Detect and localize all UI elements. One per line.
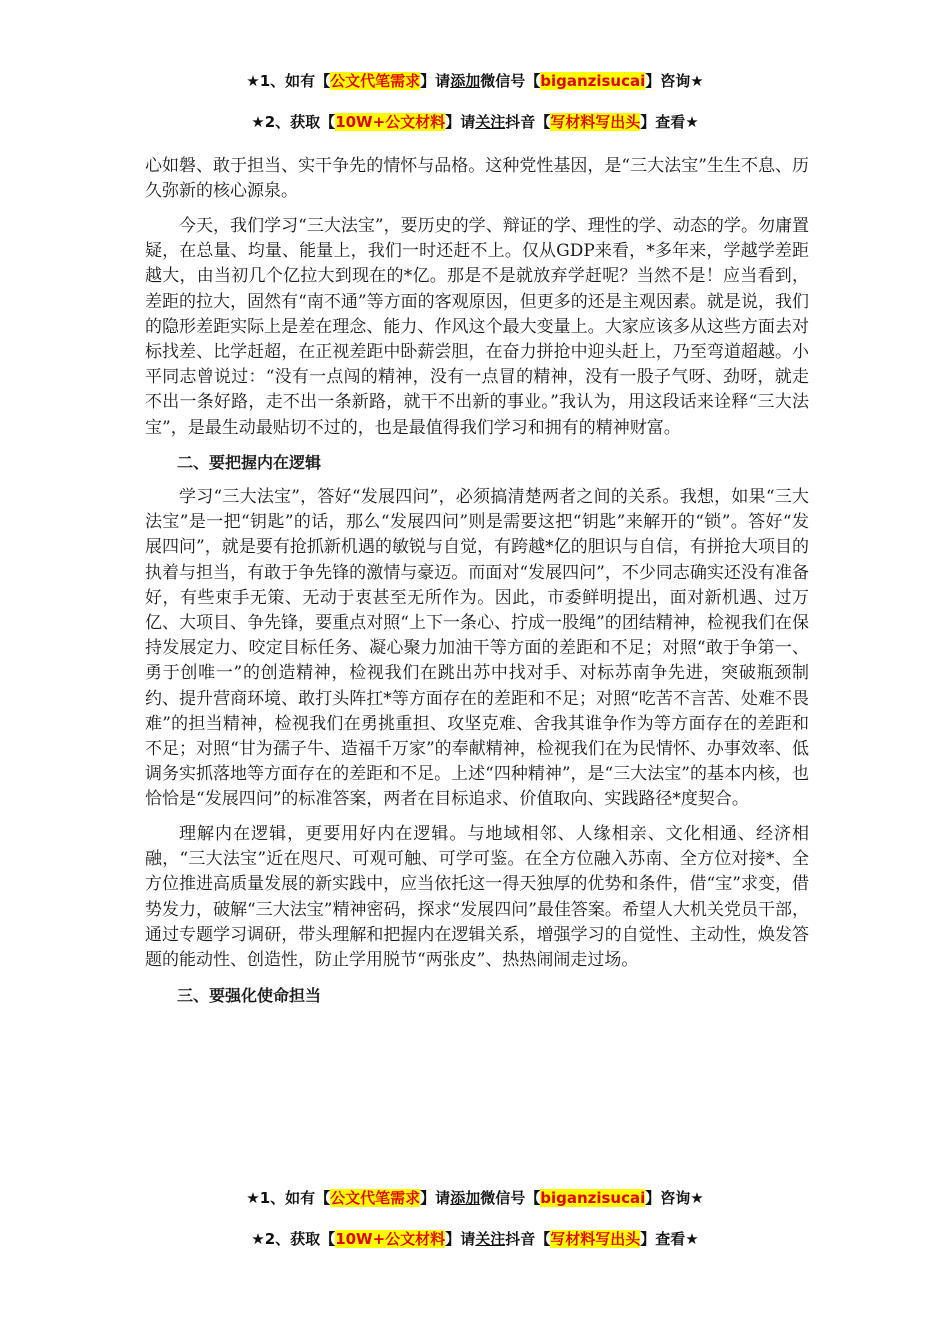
banner-highlight-douyin: 写材料写出头	[550, 113, 641, 131]
promo-banner-bottom-line-2	[145, 1228, 805, 1250]
paragraph-continued: 心如磐、敢于担当、实干争先的情怀与品格。这种党性基因，是“三大法宝”生生不息、历久弥新的核心源泉。	[145, 156, 809, 202]
paragraph-logic-1: 学习“三大法宝”，答好“发展四问”，必须搞清楚两者之间的关系。我想，如果“三大法宝”是一把“钥匙”的话，那么“发展四问”则是需要这把“钥匙”来解开的“锁”。答好“发展四问”，就是要有抢抓新机遇的敏锐与自觉，有跨越*亿的胆识与自信，有拼抢大项目的执着与担当，有敢于争先锋的激情与豪迈。而面对“发展四问”，不少同志确实还没有准备好，有些束手无策、无动于衷甚至无所作为。因此，市委鲜明提出，面对新机遇、过万亿、大项目、争先锋，要重点对照“上下一条心、拧成一股绳”的团结精神，检视我们在保持发展定力、咬定目标任务、凝心聚力加油干等方面的差距和不足；对照“敢于争第一、勇于创唯一”的创造精神，检视我们在跳出苏中找对手、对标苏南争先进，突破瓶颈制约、提升营商环境、敢打头阵扛*等方面存在的差距和不足；对照“吃苦不言苦、处难不畏难”的担当精神，检视我们在勇挑重担、攻坚克难、舍我其谁争作为等方面存在的差距和不足；对照“甘为孺子牛、造福千万家”的奉献精神，检视我们在为民情怀、办事效率、低调务实抓落地等方面存在的差距和不足。上述“四种精神”，是“三大法宝”的基本内核，也恰恰是“发展四问”的标准答案，两者在目标追求、价值取向、实践路径*度契合。	[145, 486, 809, 810]
banner-text: ★1、如有【	[246, 1189, 331, 1207]
banner-text: 】请	[420, 72, 451, 90]
banner-highlight-douyin: 写材料写出头	[550, 1230, 641, 1248]
banner-highlight-wechat-id: biganzisucai	[540, 1189, 646, 1207]
banner-highlight: 10W+公文材料	[335, 1230, 446, 1248]
banner-text: 微信号【	[480, 72, 541, 90]
banner-text: 】请	[420, 1189, 451, 1207]
banner-text: 抖音【	[505, 113, 551, 131]
section-heading-two: 二、要把握内在逻辑	[177, 453, 322, 473]
banner-text: ★2、获取【	[251, 1230, 336, 1248]
banner-text: ★1、如有【	[246, 72, 331, 90]
banner-text: 微信号【	[480, 1189, 541, 1207]
promo-banner-line-2	[145, 111, 805, 133]
banner-text: ★2、获取【	[251, 113, 336, 131]
banner-highlight: 公文代笔需求	[330, 72, 421, 90]
banner-text: 】咨询★	[645, 1189, 704, 1207]
promo-banner-bottom-line-1	[145, 1187, 805, 1209]
banner-text: 】请	[445, 1230, 476, 1248]
banner-text: 】咨询★	[645, 72, 704, 90]
banner-text: 】请	[445, 113, 476, 131]
banner-underlined: 添加	[450, 72, 481, 90]
banner-highlight: 公文代笔需求	[330, 1189, 421, 1207]
banner-text: 】查看★	[640, 1230, 699, 1248]
banner-text: 】查看★	[640, 113, 699, 131]
banner-highlight: 10W+公文材料	[335, 113, 446, 131]
promo-banner-line-1	[145, 70, 805, 92]
banner-highlight-wechat-id: biganzisucai	[540, 72, 646, 90]
banner-text: 抖音【	[505, 1230, 551, 1248]
paragraph-today: 今天，我们学习“三大法宝”，要历史的学、辩证的学、理性的学、动态的学。勿庸置疑，在总量、均量、能量上，我们一时还赶不上。仅从GDP来看，*多年来，学越学差距越大，由当初几个亿拉大到现在的*亿。那是不是就放弃学赶呢？当然不是！应当看到，差距的拉大，固然有“南不通”等方面的客观原因，但更多的还是主观因素。就是说，我们的隐形差距实际上是差在理念、能力、作风这个最大变量上。大家应该多从这些方面去对标找差、比学赶超，在正视差距中卧薪尝胆，在奋力拼抢中迎头赶上，乃至弯道超越。小平同志曾说过：“没有一点闯的精神，没有一点冒的精神，没有一股子气呀、劲呀，就走不出一条好路，走不出一条新路，就干不出新的事业。”我认为，用这段话来诠释“三大法宝”，是最生动最贴切不过的，也是最值得我们学习和拥有的精神财富。	[145, 215, 809, 438]
banner-underlined: 添加	[450, 1189, 481, 1207]
banner-underlined: 关注	[475, 1230, 506, 1248]
section-heading-three: 三、要强化使命担当	[177, 985, 322, 1005]
document-body	[145, 154, 809, 1018]
banner-underlined: 关注	[475, 113, 506, 131]
paragraph-logic-2: 理解内在逻辑，更要用好内在逻辑。与地域相邻、人缘相亲、文化相通、经济相融，“三大法宝”近在咫尺、可观可触、可学可鉴。在全方位融入苏南、全方位对接*、全方位推进高质量发展的新实践中，应当依托这一得天独厚的优势和条件，借“宝”求变，借势发力，破解“三大法宝”精神密码，探求“发展四问”最佳答案。希望人大机关党员干部，通过专题学习调研，带头理解和把握内在逻辑关系，增强学习的自觉性、主动性，焕发答题的能动性、创造性，防止学用脱节“两张皮”、热热闹闹走过场。	[145, 824, 809, 971]
